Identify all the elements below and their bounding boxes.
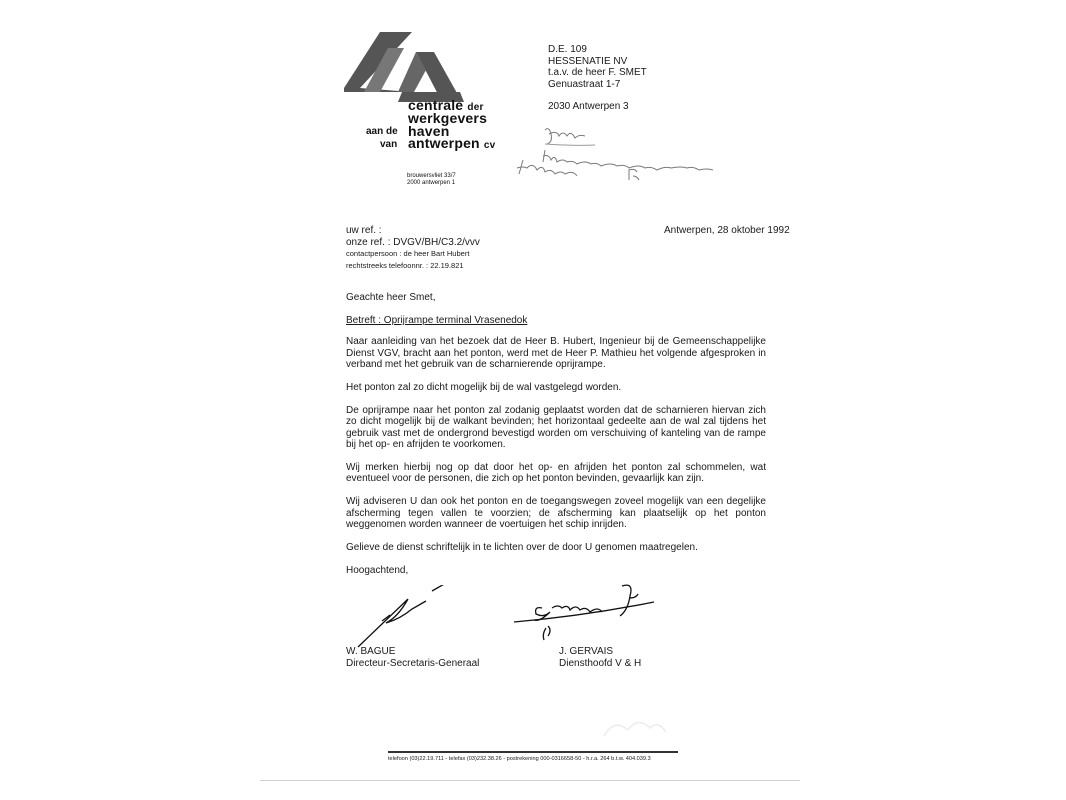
signature-bague: [350, 585, 500, 655]
org-small-aan-de: aan de: [366, 126, 398, 137]
uw-ref: uw ref. :: [346, 225, 382, 236]
closing: Hoogachtend,: [346, 565, 409, 576]
recipient-line: 2030 Antwerpen 3: [548, 101, 629, 112]
paragraph: Gelieve de dienst schriftelijk in te lichten over de door U genomen maatregelen.: [346, 542, 698, 554]
signatory-name: J. GERVAIS: [559, 646, 614, 657]
handwritten-annotation: [515, 122, 775, 202]
signature-gervais: [512, 578, 662, 648]
org-word-der: der: [467, 102, 484, 113]
recipient-line: D.E. 109: [548, 44, 587, 55]
signatory-gervais: [559, 646, 641, 670]
contact-person: contactpersoon : de heer Bart Hubert: [346, 249, 470, 258]
footer-contact: telefoon (03)22.19.711 - telefax (03)232.38.26 - postrekening 000-0316658-50 - h.r.a. 264 b.t.w. 404.039.3: [388, 756, 651, 762]
onze-ref: onze ref. : DVGV/BH/C3.2/vvv: [346, 236, 480, 248]
letterhead-city: 2000 antwerpen 1: [407, 180, 456, 186]
paragraph: Wij adviseren U dan ook het ponton en de toegangswegen zoveel mogelijk van een degelijke afscherming tegen vallen te voorzien; de afscherming kan plaatselijk op het ponton weggenomen worden wanneer de voertuigen het schip inrijden.: [346, 496, 766, 531]
letter-date: Antwerpen, 28 oktober 1992: [664, 225, 790, 236]
paragraph: Wij merken hierbij nog op dat door het op- en afrijden het ponton zal schommelen, wat eventueel voor de personen, die zich op het ponton bevinden, gevaarlijk kan zijn.: [346, 462, 766, 485]
recipient-line: HESSENATIE NV: [548, 55, 628, 67]
paragraph: Het ponton zal zo dicht mogelijk bij de wal vastgelegd worden.: [346, 382, 622, 394]
signatory-title: Diensthoofd V & H: [559, 658, 642, 669]
org-word-centrale: centrale: [408, 97, 464, 113]
signatory-title: Directeur-Secretaris-Generaal: [346, 658, 480, 669]
recipient-line: t.a.v. de heer F. SMET: [548, 67, 647, 78]
paragraph: De oprijrampe naar het ponton zal zodanig geplaatst worden dat de scharnieren hiervan zich zo dicht mogelijk bij de walkant bevinden; het horizontaal gedeelte aan de wal zal tijdens het gebruik vast met de ondergrond bevestigd worden om verschuiving of kanteling van de rampe bij het op- en afrijden te voorkomen.: [346, 404, 766, 451]
org-small-van: van: [380, 139, 398, 150]
signatory-name: W. BAGUE: [346, 646, 396, 657]
recipient-address: [548, 44, 647, 113]
references-block: [346, 225, 480, 272]
page-edge-line: [260, 780, 800, 781]
letterhead-street: brouwersvliet 33/7: [407, 173, 456, 179]
footer-rule: [388, 751, 678, 753]
salutation: Geachte heer Smet,: [346, 292, 436, 303]
org-name-line3: haven: [408, 123, 450, 139]
direct-phone: rechtstreeks telefoonnr. : 22.19.821: [346, 261, 464, 270]
paragraph: Naar aanleiding van het bezoek dat de Heer B. Hubert, Ingenieur bij de Gemeenschappelijke Dienst VGV, bracht aan het ponton, werd met de Heer P. Mathieu het volgende afgesproken in verband met het gebruik van de scharnierende oprijrampe.: [346, 336, 766, 371]
org-word-cv: cv: [483, 140, 496, 151]
letter-body: [346, 292, 766, 588]
org-name-line2: werkgevers: [408, 110, 488, 126]
show-through-mark: [600, 712, 670, 742]
subject-line: Betreft : Oprijrampe terminal Vrasenedok: [346, 314, 528, 326]
signatory-bague: [346, 646, 479, 670]
org-word-antwerpen: antwerpen: [408, 135, 480, 151]
recipient-line: Genuastraat 1-7: [548, 78, 621, 90]
org-name-line4: [408, 135, 495, 151]
